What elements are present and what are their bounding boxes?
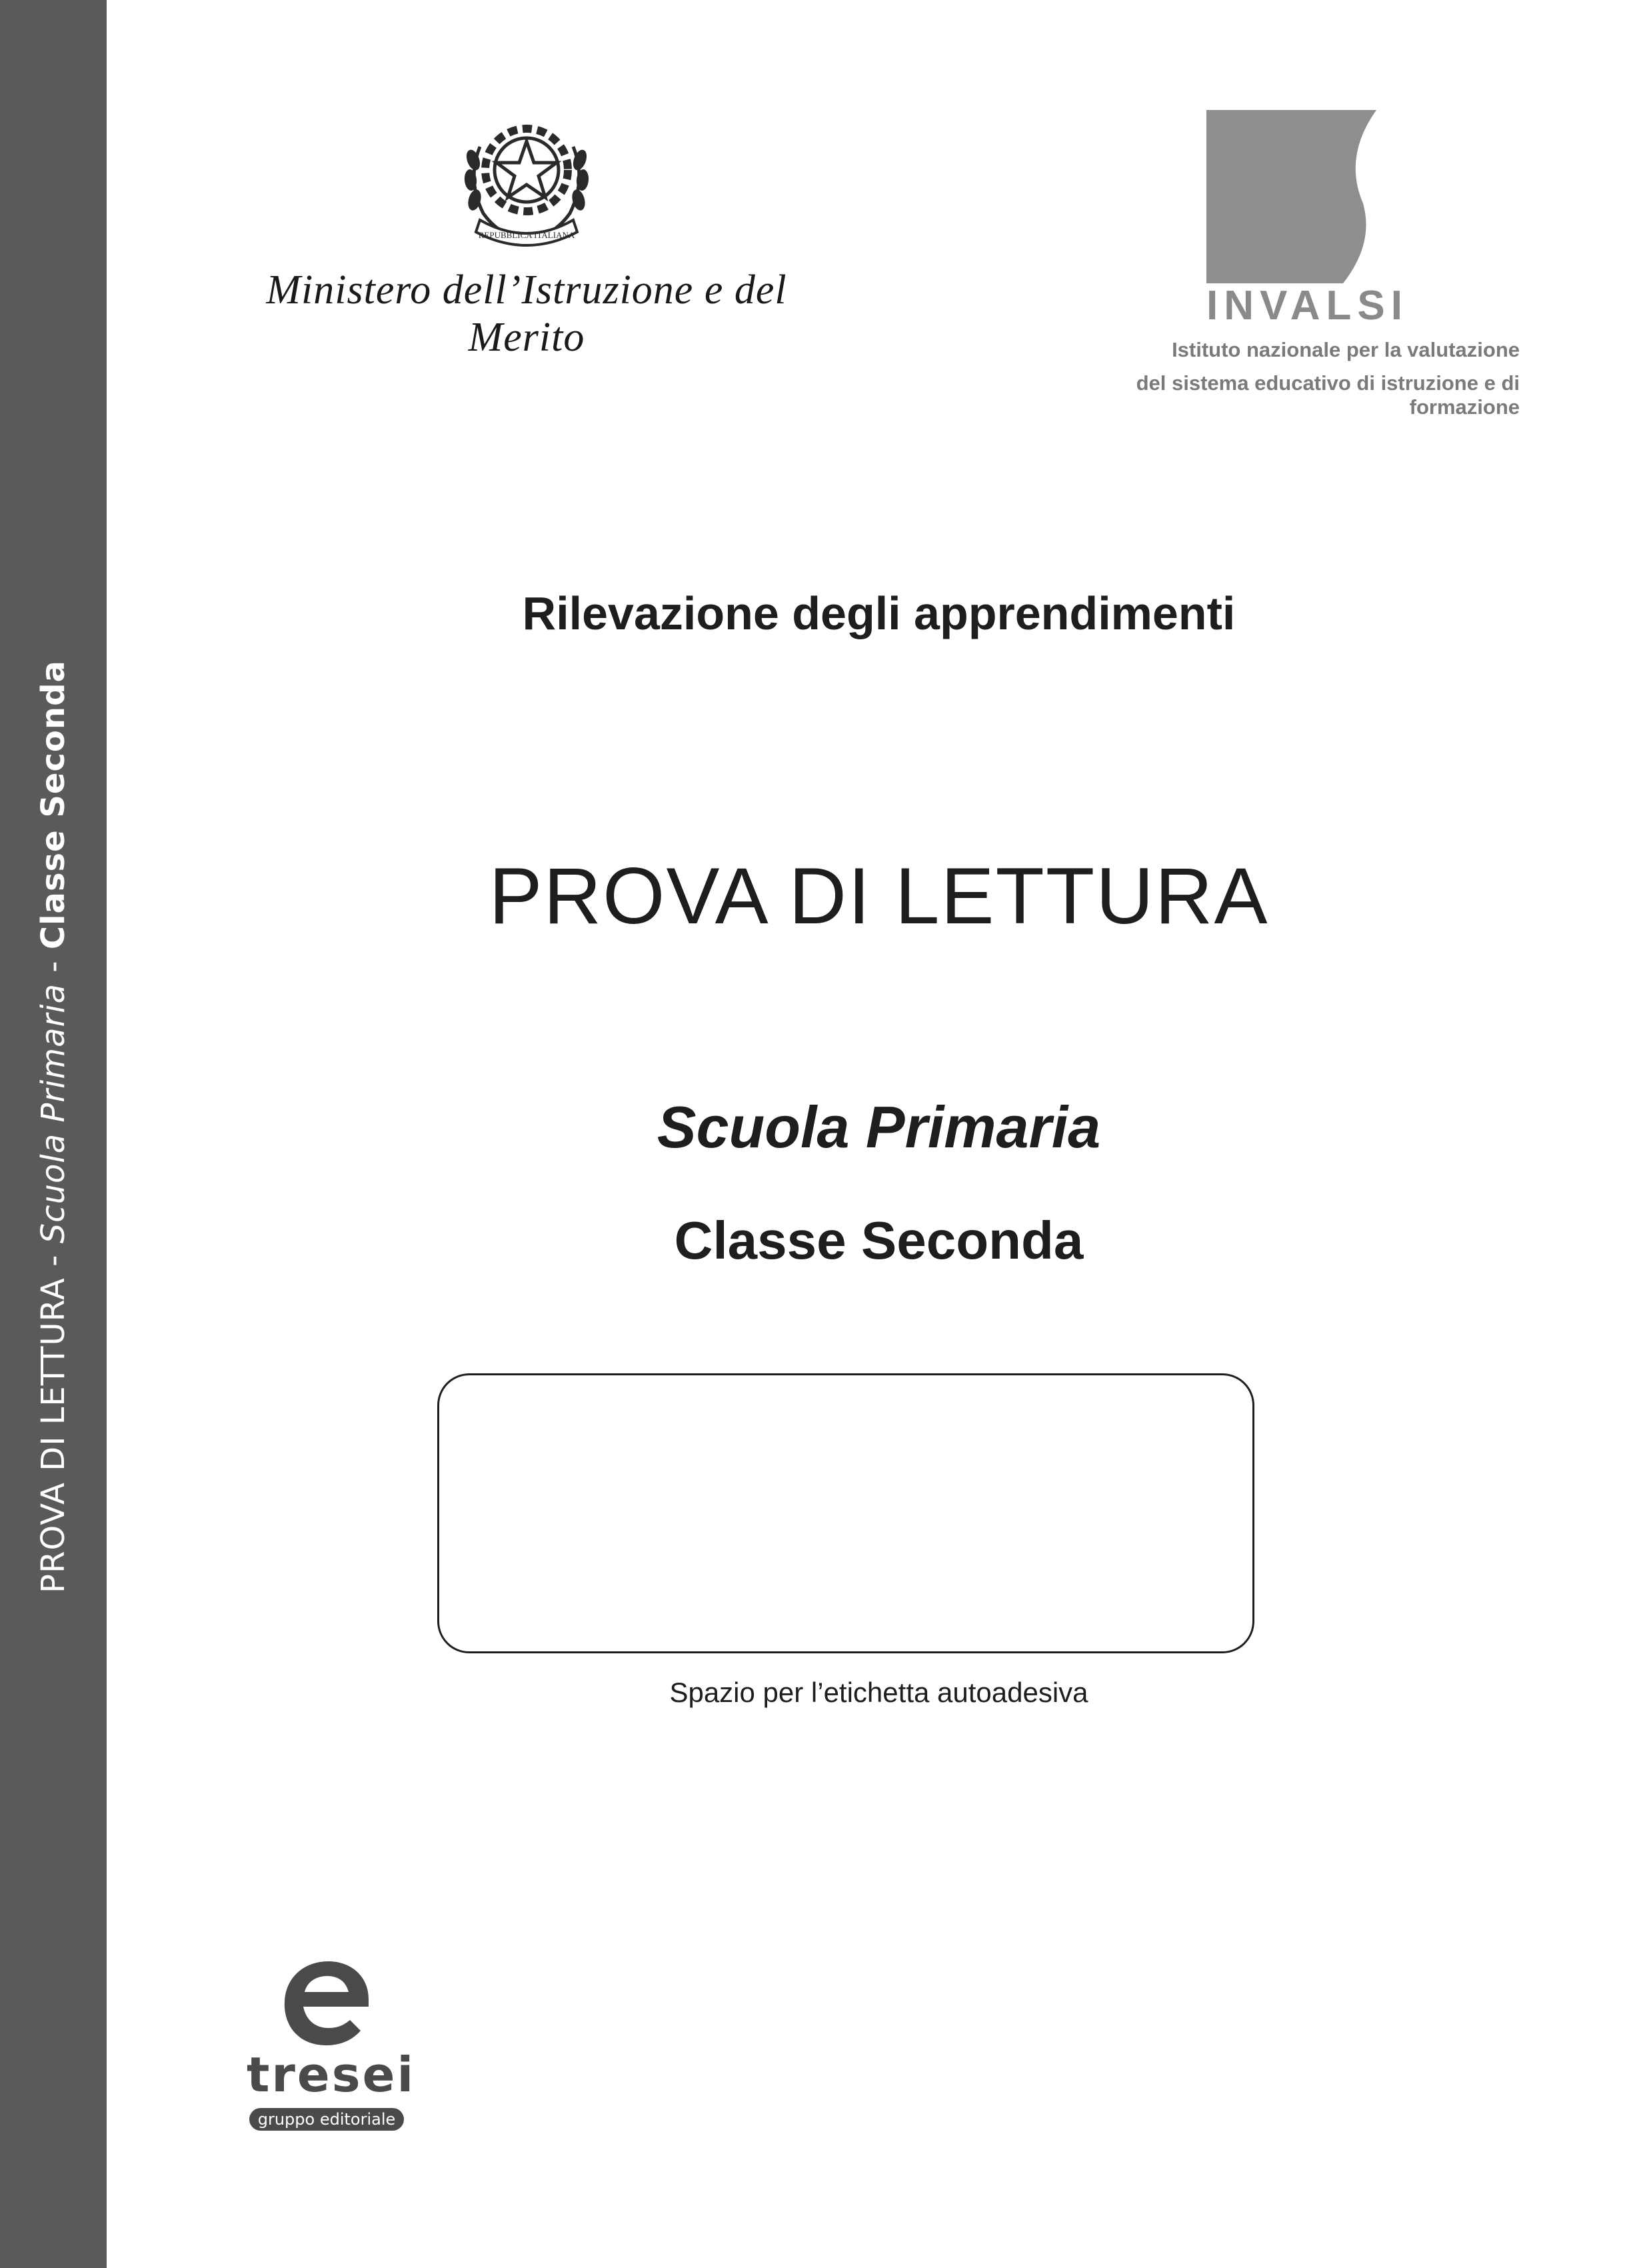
italian-emblem-icon [453, 107, 600, 253]
side-title-school: Scuola Primaria [35, 983, 72, 1244]
side-title-grade: Classe Seconda [35, 660, 72, 950]
sticker-label-box [437, 1373, 1254, 1653]
invalsi-flag-icon [1206, 110, 1380, 283]
grade-level: Classe Seconda [674, 1211, 1084, 1270]
sticker-label-caption: Spazio per l’etichetta autoadesiva [669, 1677, 1088, 1708]
tresei-swirl-icon [277, 1953, 377, 2053]
ministero-logo [207, 107, 846, 360]
survey-heading: Rilevazione degli apprendimenti [522, 587, 1236, 639]
invalsi-name: INVALSI [1206, 283, 1408, 329]
test-title: PROVA DI LETTURA [489, 851, 1269, 941]
publisher-tagline: gruppo editoriale [249, 2108, 404, 2131]
emblem-ribbon-text: REPUBBLICA ITALIANA [478, 230, 575, 240]
invalsi-logo [1080, 110, 1520, 419]
invalsi-subtitle-line1: Istituto nazionale per la valutazione [1172, 338, 1520, 361]
publisher-name: tresei [247, 2047, 416, 2103]
invalsi-subtitle-line2: del sistema educativo di istruzione e di formazione [1136, 371, 1520, 419]
ministero-name: Ministero dell’Istruzione e del Merito [266, 267, 787, 360]
school-level: Scuola Primaria [657, 1094, 1101, 1160]
side-title [35, 660, 72, 1593]
side-title-separator: - [35, 949, 72, 983]
publisher-logo [247, 1953, 416, 2133]
side-band [0, 0, 107, 2268]
side-title-part1: PROVA DI LETTURA - [35, 1243, 72, 1593]
